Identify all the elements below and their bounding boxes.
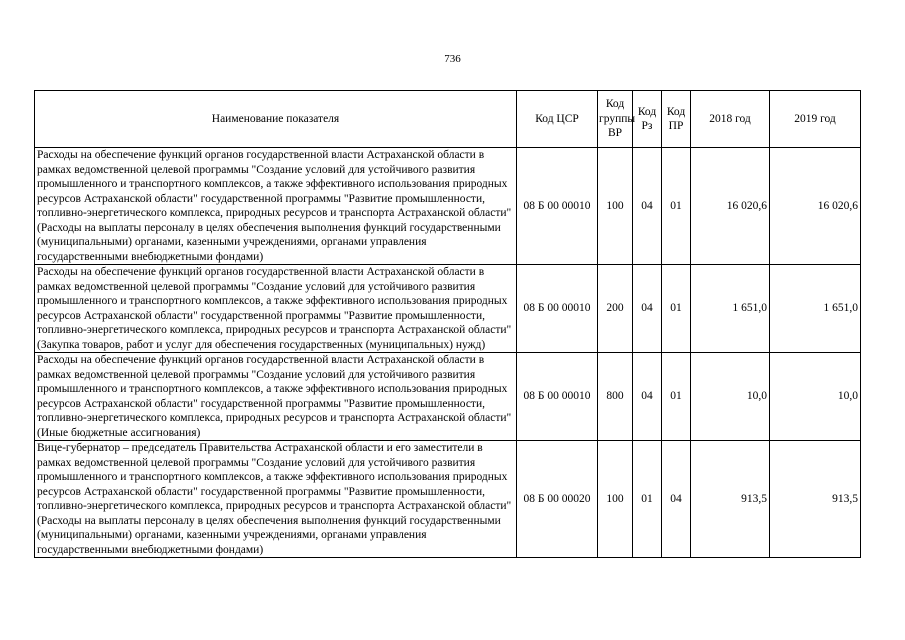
row-description: Вице-губернатор – председатель Правительства Астраханской области и его заместители в рамках ведомственной целевой программы "Создание условий для устойчивого развития промышленного и транспортного комплексов, а также эффективного использования природных ресурсов Астраханской области" государственной программы "Развитие промышленности, топливно-энергетического комплекса, природных ресурсов и транспорта Астраханской области" (Расходы на выплаты персоналу в целях обеспечения выполнения функций государственными (муниципальными) органами, казенными учреждениями, органами управления государственными внебюджетными фондами) xyxy=(35,441,517,558)
header-rz: Код Рз xyxy=(633,91,662,148)
row-description: Расходы на обеспечение функций органов государственной власти Астраханской области в рамках ведомственной целевой программы "Создание условий для устойчивого развития промышленного и транспортного комплексов, а также эффективного использования природных ресурсов Астраханской области" государственной программы "Развитие промышленности, топливно-энергетического комплекса, природных ресурсов и транспорта Астраханской области" (Закупка товаров, работ и услуг для обеспечения государственных (муниципальных) нужд) xyxy=(35,265,517,353)
header-2018: 2018 год xyxy=(691,91,770,148)
row-rz: 04 xyxy=(633,353,662,441)
row-pr: 01 xyxy=(662,265,691,353)
row-2018: 913,5 xyxy=(691,441,770,558)
row-2019: 1 651,0 xyxy=(770,265,861,353)
budget-table xyxy=(34,90,861,558)
page-number: 736 xyxy=(444,53,461,65)
header-pr: Код ПР xyxy=(662,91,691,148)
table-row xyxy=(35,353,861,441)
row-2018: 10,0 xyxy=(691,353,770,441)
row-vr: 100 xyxy=(598,441,633,558)
table-row xyxy=(35,265,861,353)
row-2018: 16 020,6 xyxy=(691,148,770,265)
row-pr: 04 xyxy=(662,441,691,558)
row-csr: 08 Б 00 00010 xyxy=(517,353,598,441)
row-csr: 08 Б 00 00020 xyxy=(517,441,598,558)
row-rz: 04 xyxy=(633,148,662,265)
row-csr: 08 Б 00 00010 xyxy=(517,148,598,265)
row-2019: 913,5 xyxy=(770,441,861,558)
row-pr: 01 xyxy=(662,353,691,441)
header-2019: 2019 год xyxy=(770,91,861,148)
row-rz: 04 xyxy=(633,265,662,353)
header-csr: Код ЦСР xyxy=(517,91,598,148)
row-2018: 1 651,0 xyxy=(691,265,770,353)
row-description: Расходы на обеспечение функций органов государственной власти Астраханской области в рамках ведомственной целевой программы "Создание условий для устойчивого развития промышленного и транспортного комплексов, а также эффективного использования природных ресурсов Астраханской области" государственной программы "Развитие промышленности, топливно-энергетического комплекса, природных ресурсов и транспорта Астраханской области" (Иные бюджетные ассигнования) xyxy=(35,353,517,441)
row-pr: 01 xyxy=(662,148,691,265)
row-vr: 800 xyxy=(598,353,633,441)
row-2019: 10,0 xyxy=(770,353,861,441)
table-row xyxy=(35,441,861,558)
header-vr: Код группы ВР xyxy=(598,91,633,148)
table-row xyxy=(35,148,861,265)
row-rz: 01 xyxy=(633,441,662,558)
header-row xyxy=(35,91,861,148)
header-name: Наименование показателя xyxy=(35,91,517,148)
row-vr: 100 xyxy=(598,148,633,265)
row-vr: 200 xyxy=(598,265,633,353)
row-description: Расходы на обеспечение функций органов государственной власти Астраханской области в рамках ведомственной целевой программы "Создание условий для устойчивого развития промышленного и транспортного комплексов, а также эффективного использования природных ресурсов Астраханской области" государственной программы "Развитие промышленности, топливно-энергетического комплекса, природных ресурсов и транспорта Астраханской области" (Расходы на выплаты персоналу в целях обеспечения выполнения функций государственными (муниципальными) органами, казенными учреждениями, органами управления государственными внебюджетными фондами) xyxy=(35,148,517,265)
row-csr: 08 Б 00 00010 xyxy=(517,265,598,353)
row-2019: 16 020,6 xyxy=(770,148,861,265)
